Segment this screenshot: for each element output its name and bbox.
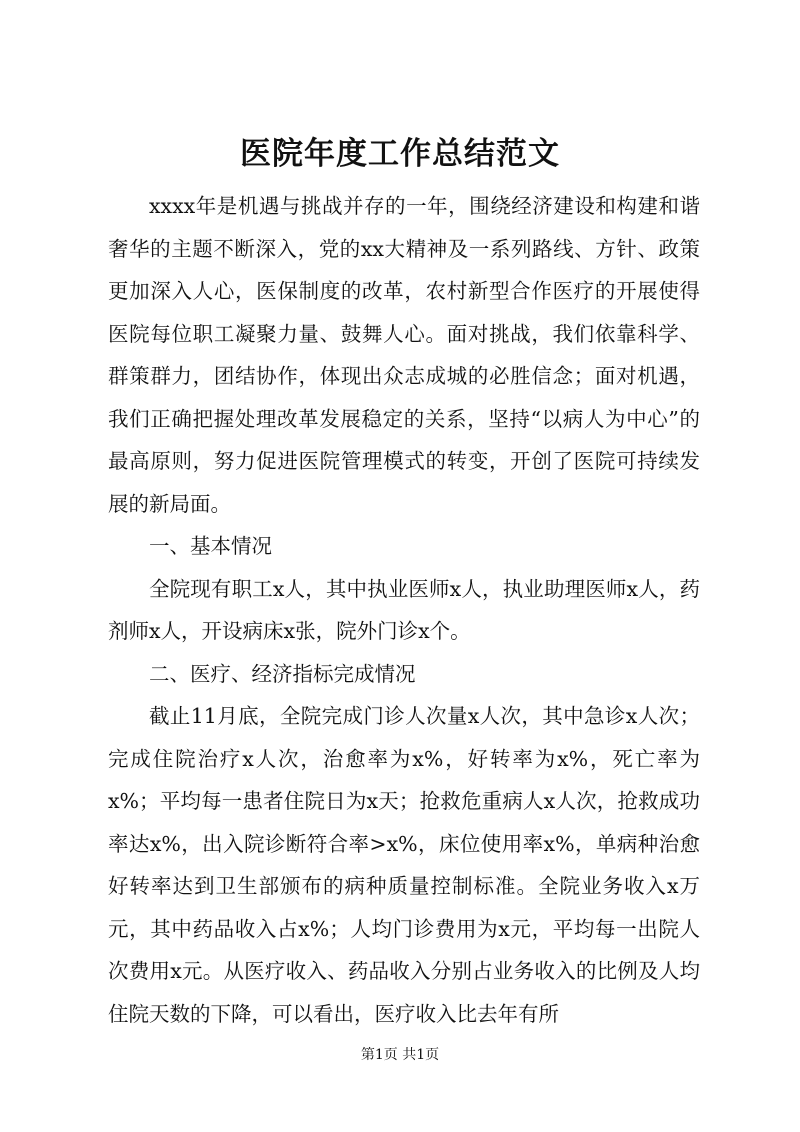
section-heading-basic: 一、基本情况 [149, 534, 272, 558]
document-title: 医院年度工作总结范文 [240, 136, 560, 172]
section-heading-indicators: 二、医疗、经济指标完成情况 [149, 661, 416, 686]
paragraph-basic: 全院现有职工x人，其中执业医师x人，执业助理医师x人，药剂师x人，开设病床x张，院外门诊x个。 [108, 576, 700, 643]
paragraph-indicators: 截止11月底，全院完成门诊人次量x人次，其中急诊x人次；完成住院治疗x人次，治愈率为x%，好转率为x%，死亡率为x%；平均每一患者住院日为x天；抢救危重病人x人次，抢救成功率达x%，出入院诊断符合率>x%，床位使用率x%，单病种治愈好转率达到卫生部颁布的病种质量控制标准。全院业务收入x万元，其中药品收入占x%；人均门诊费用为x元，平均每一出院人次费用x元。从医疗收入、药品收入分别占业务收入的比例及人均住院天数的下降，可以看出，医疗收入比去年有所 [108, 704, 700, 1026]
paragraph-intro: xxxx年是机遇与挑战并存的一年，围绕经济建设和构建和谐奢华的主题不断深入，党的xx大精神及一系列路线、方针、政策更加深入人心，医保制度的改革，农村新型合作医疗的开展使得医院每位职工凝聚力量、鼓舞人心。面对挑战，我们依靠科学、群策群力，团结协作，体现出众志成城的必胜信念；面对机遇，我们正确把握处理改革发展稳定的关系，坚持“以病人为中心”的最高原则，努力促进医院管理模式的转变，开创了医院可持续发展的新局面。 [108, 194, 700, 516]
page-footer: 第1页 共1页 [360, 1047, 440, 1063]
document-body [108, 185, 700, 1035]
